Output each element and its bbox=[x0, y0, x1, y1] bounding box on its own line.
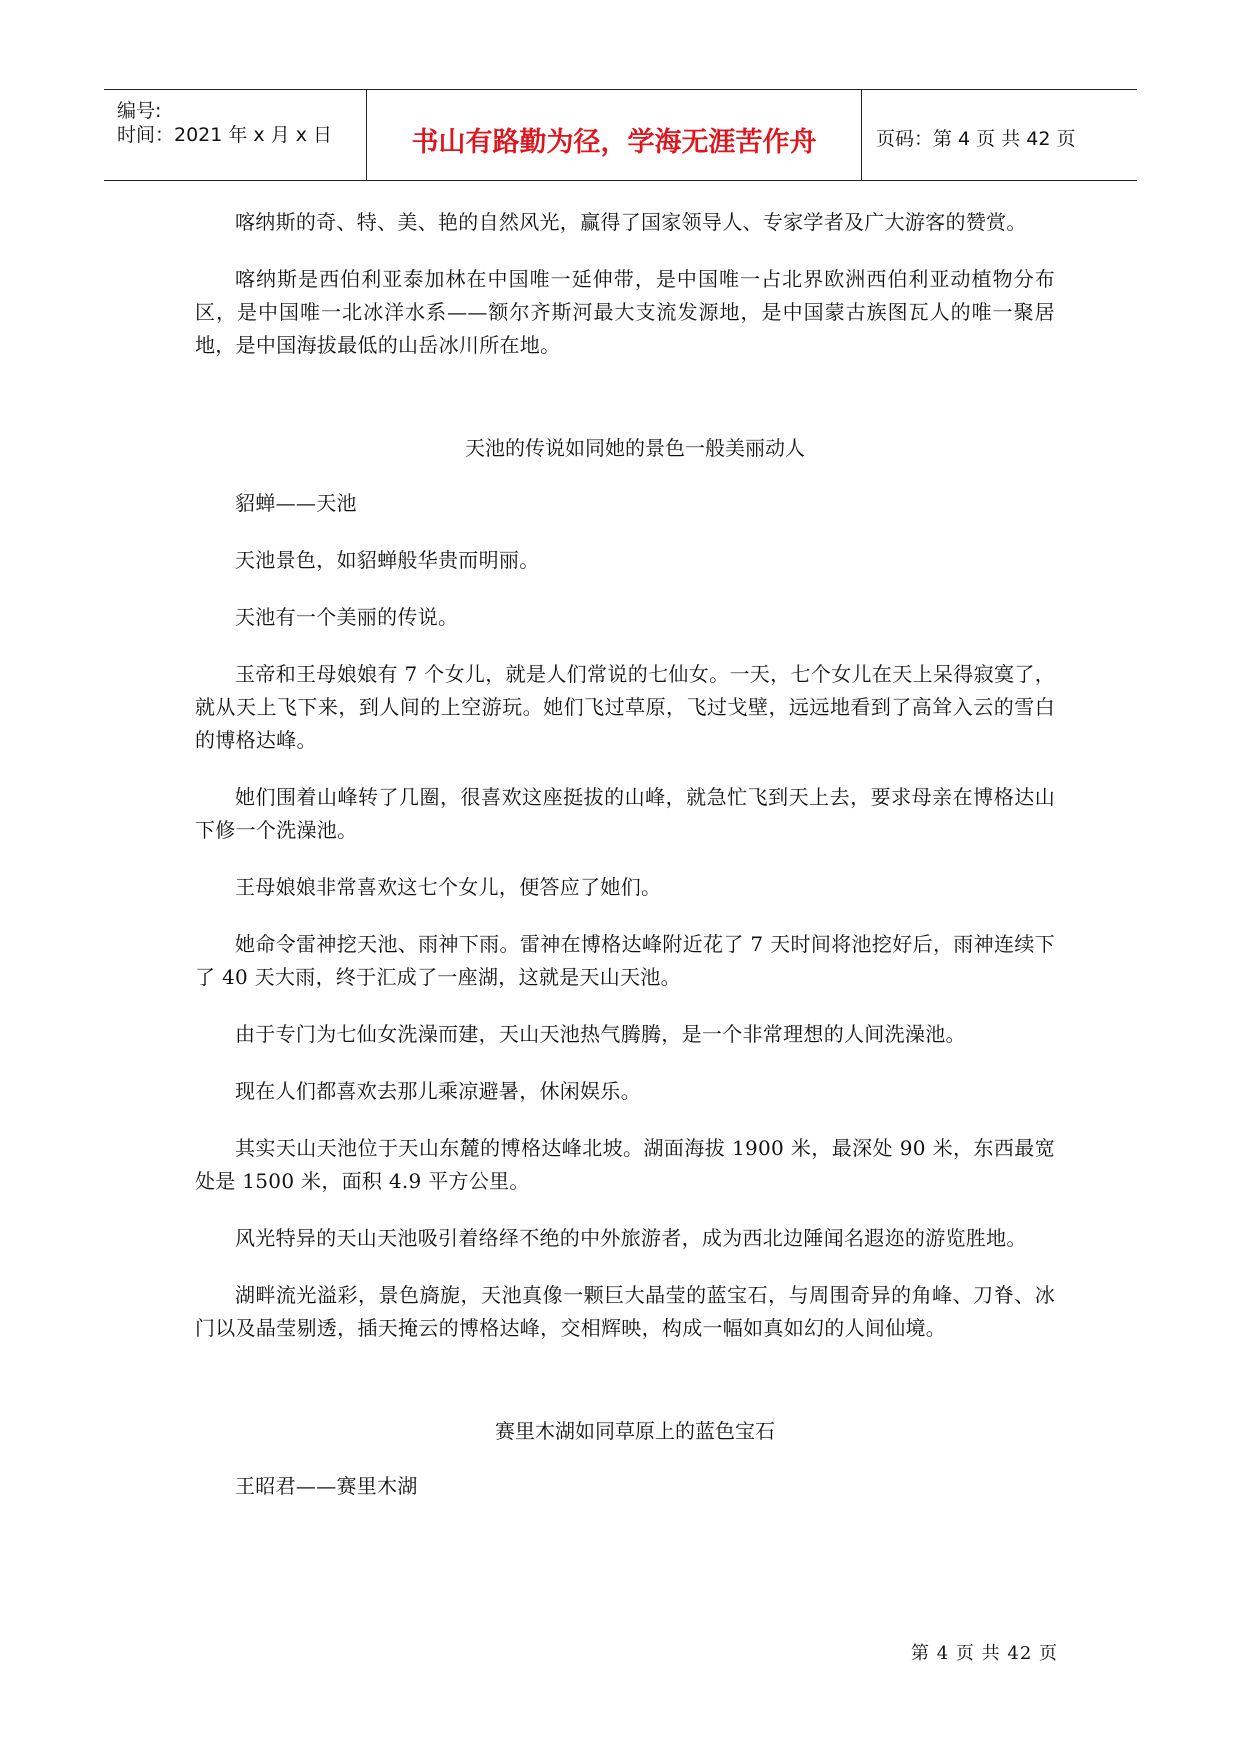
header-motto: 书山有路勤为径，学海无涯苦作舟 bbox=[411, 127, 817, 158]
section-heading: 赛里木湖如同草原上的蓝色宝石 bbox=[495, 1419, 775, 1443]
serial-number-label: 编号: bbox=[117, 100, 162, 122]
body-paragraph: 现在人们都喜欢去那儿乘凉避暑，休闲娱乐。 bbox=[235, 1079, 641, 1103]
body-paragraph: 天池景色，如貂蝉般华贵而明丽。 bbox=[235, 548, 540, 572]
header-meta-cell bbox=[104, 90, 367, 180]
section-spacer bbox=[195, 1369, 1055, 1415]
header-motto-cell bbox=[367, 90, 862, 180]
body-paragraph: 天池有一个美丽的传说。 bbox=[235, 605, 459, 629]
header-page-cell bbox=[862, 90, 1137, 180]
body-paragraph: 喀纳斯的奇、特、美、艳的自然风光，赢得了国家领导人、专家学者及广大游客的赞赏。 bbox=[235, 210, 1027, 234]
section-spacer bbox=[195, 386, 1055, 432]
body-paragraph: 湖畔流光溢彩，景色旖旎，天池真像一颗巨大晶莹的蓝宝石，与周围奇异的角峰、刀脊、冰门以及晶莹剔透，插天掩云的博格达峰，交相辉映，构成一幅如真如幻的人间仙境。 bbox=[195, 1283, 1055, 1340]
time-label: 时间：2021 年 x 月 x 日 bbox=[117, 124, 333, 146]
header-page-number: 页码：第 4 页 共 42 页 bbox=[876, 128, 1076, 150]
body-paragraph: 玉帝和王母娘娘有 7 个女儿，就是人们常说的七仙女。一天，七个女儿在天上呆得寂寞了，就从天上飞下来，到人间的上空游玩。她们飞过草原，飞过戈壁，远远地看到了高耸入云的雪白的博格达峰。 bbox=[195, 662, 1055, 752]
body-paragraph: 王母娘娘非常喜欢这七个女儿，便答应了她们。 bbox=[235, 875, 662, 899]
section-heading: 天池的传说如同她的景色一般美丽动人 bbox=[465, 436, 805, 460]
body-paragraph: 其实天山天池位于天山东麓的博格达峰北坡。湖面海拔 1900 米，最深处 90 米，东西最宽处是 1500 米，面积 4.9 平方公里。 bbox=[195, 1136, 1055, 1193]
document-body bbox=[195, 206, 1055, 1527]
body-paragraph: 她们围着山峰转了几圈，很喜欢这座挺拔的山峰，就急忙飞到天上去，要求母亲在博格达山下修一个洗澡池。 bbox=[195, 785, 1055, 842]
body-paragraph: 由于专门为七仙女洗澡而建，天山天池热气腾腾，是一个非常理想的人间洗澡池。 bbox=[235, 1022, 966, 1046]
body-paragraph: 王昭君——赛里木湖 bbox=[235, 1474, 418, 1498]
body-paragraph: 喀纳斯是西伯利亚泰加林在中国唯一延伸带，是中国唯一占北界欧洲西伯利亚动植物分布区，是中国唯一北冰洋水系——额尔齐斯河最大支流发源地，是中国蒙古族图瓦人的唯一聚居地，是中国海拔最低的山岳冰川所在地。 bbox=[195, 267, 1055, 357]
body-paragraph: 风光特异的天山天池吸引着络绎不绝的中外旅游者，成为西北边陲闻名遐迩的游览胜地。 bbox=[235, 1226, 1027, 1250]
body-paragraph: 貂蝉——天池 bbox=[235, 491, 357, 515]
body-paragraph: 她命令雷神挖天池、雨神下雨。雷神在博格达峰附近花了 7 天时间将池挖好后，雨神连续下了 40 天大雨，终于汇成了一座湖，这就是天山天池。 bbox=[195, 932, 1055, 989]
footer-page-number: 第 4 页 共 42 页 bbox=[911, 1643, 1058, 1664]
document-header bbox=[104, 89, 1137, 181]
